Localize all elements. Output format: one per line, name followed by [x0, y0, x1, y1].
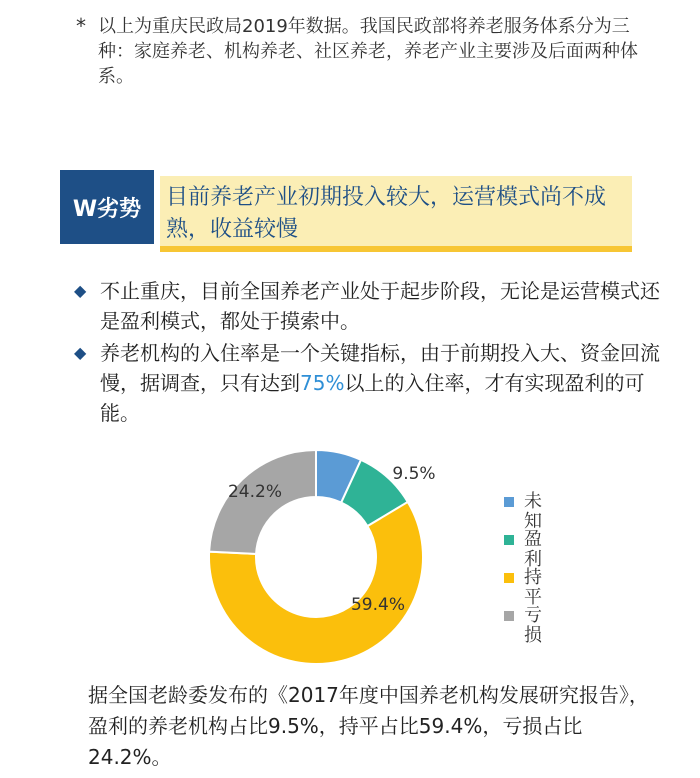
banner-bar	[160, 176, 632, 252]
bullet-item	[74, 276, 674, 336]
section-banner	[60, 170, 640, 252]
legend-label: 盈利	[524, 529, 542, 570]
footer-text: 据全国老龄委发布的《2017年度中国养老机构发展研究报告》，盈利的养老机构占比9.5%，持平占比59.4%，亏损占比24.2%。	[88, 683, 649, 769]
legend-label: 持平	[524, 567, 542, 608]
legend-label: 未知	[524, 491, 542, 532]
donut-chart	[0, 440, 700, 680]
data-label: 24.2%	[227, 482, 283, 502]
legend-swatch	[504, 611, 514, 621]
bullet-text-post: 以上的入住率，才有实现盈利的可能。	[100, 371, 645, 425]
legend-swatch	[504, 535, 514, 545]
data-label: 9.5%	[392, 464, 436, 484]
diamond-icon: ◆	[74, 343, 87, 362]
footnote-text: 以上为重庆民政局2019年数据。我国民政部将养老服务体系分为三种：家庭养老、机构养老、社区养老，养老产业主要涉及后面两种体系。	[98, 16, 638, 87]
banner-title: 目前养老产业初期投入较大，运营模式尚不成熟，收益较慢	[166, 185, 607, 242]
legend-swatch	[504, 497, 514, 507]
bullet-list	[74, 276, 674, 430]
weakness-badge: W劣势	[60, 170, 154, 244]
bullet-text-pre: 养老机构的入住率是一个关键指标，由于前期投入大、资金回流慢，据调查，只有达到	[100, 341, 660, 395]
bullet-text: 不止重庆，目前全国养老产业处于起步阶段，无论是运营模式还是盈利模式，都处于摸索中。	[100, 279, 660, 333]
legend-swatch	[504, 573, 514, 583]
bullet-item	[74, 338, 674, 428]
data-label: 59.4%	[350, 595, 406, 615]
highlight-rate: 75%	[300, 371, 345, 395]
legend-label: 亏损	[524, 605, 542, 646]
footnote-star: *	[76, 14, 86, 38]
diamond-icon: ◆	[74, 281, 87, 300]
